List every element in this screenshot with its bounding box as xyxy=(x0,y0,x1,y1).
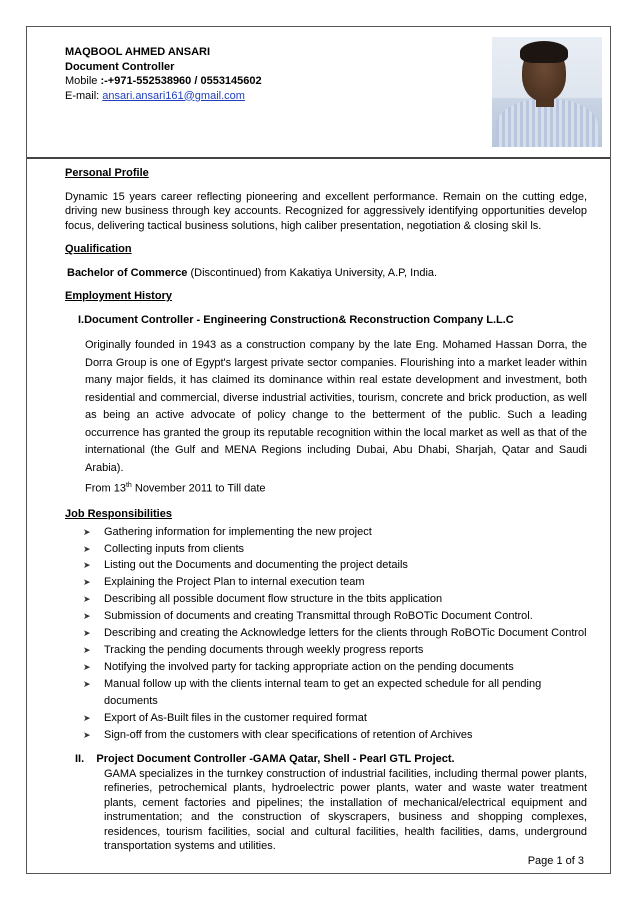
email-label: E-mail: xyxy=(65,89,100,102)
list-item: ➤ Describing all possible document flow structure in the tbits application xyxy=(83,591,587,608)
contact-block xyxy=(65,45,262,103)
profile-text: Dynamic 15 years career reflecting pioneering and excellent performance. Remain on the cutting edge, driving new business through key accounts. Recognized for aggressively identifying opportunities develop focus, delivering tactical business solutions, high caliber presentation, negotiation & closing skil ls. xyxy=(65,190,587,232)
profile-heading: Personal Profile xyxy=(65,167,149,179)
job1-from-prefix: From 13 xyxy=(85,482,126,495)
resume-body xyxy=(65,166,587,854)
page-frame xyxy=(26,26,611,874)
responsibilities-heading: Job Responsibilities xyxy=(65,508,172,521)
page-number: Page 1 of 3 xyxy=(527,855,584,867)
job2-title: Project Document Controller -GAMA Qatar, Shell - Pearl GTL Project. xyxy=(96,753,455,766)
mobile-value: :-+971-552538960 / 0553145602 xyxy=(100,75,262,87)
job2-description: GAMA specializes in the turnkey construction of industrial facilities, including thermal power plants, refineries, petrochemical plants, hydroelectric power plants, water and waste water treatment plants, cement factories and pipelines; the installation of mechanical/electrical equipment and instrumentation; and the construction of skyscrapers, business and shopping complexes, residences, tourism facilities, social and cultural facilities, health facilities, dams, underground transportation systems and utilities. xyxy=(104,767,587,853)
mobile-line xyxy=(65,74,262,89)
list-item: ➤ Manual follow up with the clients internal team to get an expected schedule for all pending documents xyxy=(83,677,542,707)
arrow-bullet-icon: ➤ xyxy=(83,594,91,605)
job1-from-suffix: November 2011 to Till date xyxy=(131,482,266,495)
arrow-bullet-icon: ➤ xyxy=(83,645,91,655)
list-item: ➤ Submission of documents and creating Transmittal through RoBOTic Document Control. xyxy=(83,608,587,625)
job1-dates xyxy=(65,477,587,498)
job2-title-line xyxy=(65,752,587,767)
email-line xyxy=(65,89,262,104)
candidate-name: MAQBOOL AHMED ANSARI xyxy=(65,46,211,58)
email-link[interactable]: ansari.ansari161@gmail.com xyxy=(102,89,245,102)
job2-number: II. xyxy=(75,753,85,766)
arrow-bullet-icon: ➤ xyxy=(83,628,91,639)
list-item: ➤ Sign-off from the customers with clear specifications of retention of Archives xyxy=(83,727,587,744)
arrow-bullet-icon: ➤ xyxy=(83,526,91,537)
job1-description: Originally founded in 1943 as a construction company by the late Eng. Mohamed Hassan Dorra, the Dorra Group is one of Egypt's largest private sector companies. Flourishing into a market leader within many major fields, it has claimed its dominance within real estate development and investment, both residential and commercial, diverse industrial activities, tourism, concrete and brick production, as well as being an active advocate of policy change to the betterment of the public. Such a leading occurrence has granted the group its reputable recognition within the local market as well as that of the international (the Gulf and MENA Regions including Dubai, Abu Dhabi, Sharjah, Qatar and Saudi Arabia). xyxy=(85,339,587,474)
arrow-bullet-icon: ➤ xyxy=(83,712,91,723)
list-item: ➤ Describing and creating the Acknowledge letters for the clients through RoBOTic Document Control xyxy=(83,625,587,642)
qualification-line xyxy=(65,266,587,281)
resume-header xyxy=(27,27,610,159)
degree: Bachelor of Commerce xyxy=(67,266,188,279)
list-item: ➤ Gathering information for implementing the new project xyxy=(83,524,587,541)
list-item: ➤ Explaining the Project Plan to internal execution team xyxy=(83,574,587,591)
arrow-bullet-icon: ➤ xyxy=(83,577,91,588)
job1-title: I.Document Controller - Engineering Construction& Reconstruction Company L.L.C xyxy=(78,313,514,326)
degree-detail: (Discontinued) from Kakatiya University, A.P, India. xyxy=(187,266,438,279)
qualification-heading: Qualification xyxy=(65,243,132,255)
arrow-bullet-icon: ➤ xyxy=(83,678,91,689)
list-item: ➤ Collecting inputs from clients xyxy=(83,541,587,558)
employment-heading: Employment History xyxy=(65,290,172,302)
responsibilities-list xyxy=(65,524,587,744)
mobile-label: Mobile xyxy=(65,75,98,87)
arrow-bullet-icon: ➤ xyxy=(83,729,91,740)
arrow-bullet-icon: ➤ xyxy=(83,543,91,554)
job-title: Document Controller xyxy=(65,60,175,73)
arrow-bullet-icon: ➤ xyxy=(83,661,91,672)
photo-hair xyxy=(520,41,568,63)
list-item: ➤ Notifying the involved party for tacking appropriate action on the pending documents xyxy=(83,659,587,676)
list-item: ➤ Listing out the Documents and documenting the project details xyxy=(83,557,587,574)
job1-from-sup: th xyxy=(125,482,132,489)
list-item: ➤ Tracking the pending documents through weekly progress reports xyxy=(83,642,587,659)
arrow-bullet-icon: ➤ xyxy=(83,611,91,622)
list-item: ➤ Export of As-Built files in the customer required format xyxy=(83,710,587,727)
arrow-bullet-icon: ➤ xyxy=(83,560,91,571)
profile-photo xyxy=(492,37,602,147)
